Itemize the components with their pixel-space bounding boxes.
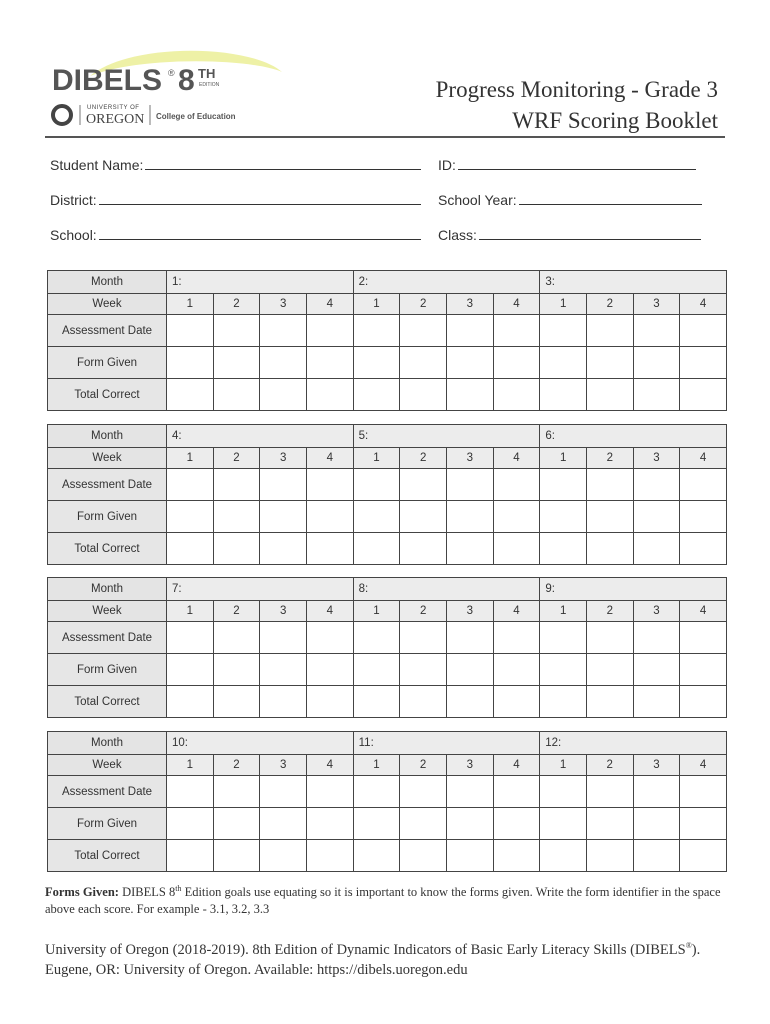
week-number: 2 — [586, 601, 633, 622]
assessment-date-label: Assessment Date — [48, 469, 167, 501]
form-given-cell[interactable] — [400, 654, 447, 686]
citation — [45, 936, 735, 980]
assessment-date-cell[interactable] — [167, 315, 214, 347]
total-correct-cell[interactable] — [260, 533, 307, 565]
id-field[interactable] — [438, 156, 696, 173]
forms-given-text-a: DIBELS 8 — [122, 885, 176, 900]
form-given-label: Form Given — [48, 654, 167, 686]
week-number: 1 — [353, 294, 400, 315]
assessment-date-cell[interactable] — [633, 776, 680, 808]
week-number: 1 — [540, 755, 587, 776]
id-label: ID: — [438, 157, 456, 173]
logo-university-of: UNIVERSITY OF — [87, 105, 140, 111]
citation-text-b: ). Eugene, OR: University of Oregon. Available: https://dibels.uoregon.edu — [45, 941, 701, 978]
total-correct-cell[interactable] — [306, 840, 353, 872]
assessment-date-cell[interactable] — [586, 776, 633, 808]
form-given-cell[interactable] — [306, 347, 353, 379]
week-label: Week — [48, 601, 167, 622]
assessment-date-cell[interactable] — [306, 776, 353, 808]
total-correct-cell[interactable] — [167, 840, 214, 872]
school-field[interactable] — [50, 226, 421, 243]
total-correct-cell[interactable] — [493, 840, 540, 872]
assessment-date-cell[interactable] — [306, 315, 353, 347]
class-label: Class: — [438, 227, 477, 243]
assessment-date-cell[interactable] — [260, 469, 307, 501]
week-number: 3 — [260, 601, 307, 622]
month-cell[interactable]: 8: — [353, 578, 540, 601]
total-correct-cell[interactable] — [306, 379, 353, 411]
assessment-date-row — [48, 315, 727, 347]
assessment-date-cell[interactable] — [540, 469, 587, 501]
assessment-date-cell[interactable] — [167, 776, 214, 808]
total-correct-cell[interactable] — [633, 379, 680, 411]
week-number: 1 — [540, 294, 587, 315]
assessment-date-cell[interactable] — [586, 315, 633, 347]
assessment-date-cell[interactable] — [446, 315, 493, 347]
week-number: 4 — [306, 755, 353, 776]
score-table-3 — [47, 577, 727, 718]
assessment-date-cell[interactable] — [353, 469, 400, 501]
form-given-cell[interactable] — [680, 654, 727, 686]
form-given-cell[interactable] — [493, 501, 540, 533]
assessment-date-cell[interactable] — [493, 469, 540, 501]
logo-edition-word: EDITION — [199, 82, 220, 88]
form-given-cell[interactable] — [446, 654, 493, 686]
total-correct-cell[interactable] — [400, 379, 447, 411]
total-correct-cell[interactable] — [400, 840, 447, 872]
assessment-date-cell[interactable] — [586, 622, 633, 654]
assessment-date-label: Assessment Date — [48, 776, 167, 808]
month-label: Month — [48, 732, 167, 755]
week-number: 3 — [633, 601, 680, 622]
week-number: 1 — [540, 601, 587, 622]
assessment-date-cell[interactable] — [493, 315, 540, 347]
week-number: 4 — [306, 601, 353, 622]
citation-reg: ® — [685, 941, 692, 950]
week-number: 4 — [306, 294, 353, 315]
assessment-date-row — [48, 469, 727, 501]
assessment-date-cell[interactable] — [260, 622, 307, 654]
student-name-label: Student Name: — [50, 157, 144, 173]
total-correct-cell[interactable] — [680, 686, 727, 718]
month-cell[interactable]: 2: — [353, 271, 540, 294]
week-number: 3 — [633, 294, 680, 315]
form-given-cell[interactable] — [213, 501, 260, 533]
month-label: Month — [48, 425, 167, 448]
assessment-date-cell[interactable] — [680, 469, 727, 501]
week-number: 2 — [213, 601, 260, 622]
school-year-label: School Year: — [438, 192, 517, 208]
form-given-cell[interactable] — [400, 808, 447, 840]
week-number: 4 — [493, 448, 540, 469]
assessment-date-cell[interactable] — [446, 622, 493, 654]
total-correct-cell[interactable] — [446, 533, 493, 565]
week-number: 3 — [633, 755, 680, 776]
week-number: 4 — [680, 448, 727, 469]
logo-edition-th: TH — [198, 66, 216, 81]
total-correct-cell[interactable] — [493, 379, 540, 411]
assessment-date-cell[interactable] — [400, 469, 447, 501]
form-given-cell[interactable] — [353, 347, 400, 379]
week-number: 2 — [400, 755, 447, 776]
assessment-date-cell[interactable] — [260, 315, 307, 347]
total-correct-cell[interactable] — [586, 533, 633, 565]
student-name-line[interactable] — [145, 156, 421, 170]
week-number: 4 — [493, 601, 540, 622]
week-number: 1 — [353, 755, 400, 776]
week-number: 2 — [213, 448, 260, 469]
week-number: 2 — [400, 294, 447, 315]
assessment-date-cell[interactable] — [213, 469, 260, 501]
week-number: 3 — [260, 294, 307, 315]
assessment-date-cell[interactable] — [353, 315, 400, 347]
week-number: 2 — [213, 755, 260, 776]
week-number: 4 — [306, 448, 353, 469]
forms-given-text-b: Edition goals use equating so it is important to know the forms given. Write the form identifier in the space above each score. For example - 3.1, 3.2, 3.3 — [45, 885, 721, 917]
form-given-label: Form Given — [48, 347, 167, 379]
week-number: 2 — [400, 448, 447, 469]
assessment-date-cell[interactable] — [306, 622, 353, 654]
assessment-date-cell[interactable] — [680, 622, 727, 654]
form-given-cell[interactable] — [633, 808, 680, 840]
form-given-cell[interactable] — [306, 501, 353, 533]
week-number: 4 — [493, 755, 540, 776]
total-correct-cell[interactable] — [540, 840, 587, 872]
assessment-date-label: Assessment Date — [48, 315, 167, 347]
form-given-cell[interactable] — [446, 347, 493, 379]
week-number: 4 — [493, 294, 540, 315]
month-cell[interactable]: 11: — [353, 732, 540, 755]
month-cell[interactable]: 9: — [540, 578, 727, 601]
assessment-date-row — [48, 776, 727, 808]
form-given-cell[interactable] — [540, 347, 587, 379]
assessment-date-cell[interactable] — [213, 622, 260, 654]
week-number: 1 — [167, 294, 214, 315]
total-correct-cell[interactable] — [167, 686, 214, 718]
logo-dibels-text: DIBELS — [52, 64, 163, 97]
total-correct-row — [48, 533, 727, 565]
form-given-cell[interactable] — [446, 501, 493, 533]
week-label: Week — [48, 755, 167, 776]
week-number: 3 — [633, 448, 680, 469]
assessment-date-cell[interactable] — [680, 776, 727, 808]
assessment-date-cell[interactable] — [680, 315, 727, 347]
total-correct-cell[interactable] — [353, 686, 400, 718]
month-cell[interactable]: 7: — [167, 578, 354, 601]
total-correct-label: Total Correct — [48, 840, 167, 872]
week-number: 1 — [540, 448, 587, 469]
form-given-cell[interactable] — [633, 501, 680, 533]
form-given-cell[interactable] — [353, 501, 400, 533]
total-correct-cell[interactable] — [213, 379, 260, 411]
month-cell[interactable]: 4: — [167, 425, 354, 448]
assessment-date-cell[interactable] — [493, 776, 540, 808]
assessment-date-cell[interactable] — [213, 315, 260, 347]
month-cell[interactable]: 10: — [167, 732, 354, 755]
week-number: 2 — [586, 294, 633, 315]
student-name-field[interactable] — [50, 156, 421, 173]
assessment-date-cell[interactable] — [260, 776, 307, 808]
form-given-cell[interactable] — [260, 654, 307, 686]
assessment-date-cell[interactable] — [167, 469, 214, 501]
forms-given-note — [45, 880, 730, 918]
week-number: 1 — [167, 601, 214, 622]
citation-text-a: University of Oregon (2018-2019). 8th Edition of Dynamic Indicators of Basic Early Literacy Skills (DIBELS — [45, 941, 686, 958]
form-given-cell[interactable] — [586, 654, 633, 686]
week-number: 3 — [446, 755, 493, 776]
total-correct-cell[interactable] — [260, 379, 307, 411]
assessment-date-cell[interactable] — [400, 776, 447, 808]
class-line[interactable] — [479, 226, 701, 240]
form-given-cell[interactable] — [540, 654, 587, 686]
week-number: 2 — [586, 755, 633, 776]
form-given-cell[interactable] — [213, 347, 260, 379]
total-correct-cell[interactable] — [213, 840, 260, 872]
form-given-row — [48, 654, 727, 686]
week-number: 4 — [680, 601, 727, 622]
logo-college: College of Education — [156, 112, 236, 121]
form-given-cell[interactable] — [167, 654, 214, 686]
score-table-4 — [47, 731, 727, 872]
total-correct-row — [48, 379, 727, 411]
assessment-date-cell[interactable] — [540, 315, 587, 347]
total-correct-cell[interactable] — [586, 686, 633, 718]
assessment-date-cell[interactable] — [633, 469, 680, 501]
id-line[interactable] — [458, 156, 696, 170]
district-label: District: — [50, 192, 97, 208]
school-year-field[interactable] — [438, 191, 702, 208]
form-given-cell[interactable] — [586, 347, 633, 379]
total-correct-row — [48, 840, 727, 872]
week-number: 1 — [167, 755, 214, 776]
total-correct-label: Total Correct — [48, 533, 167, 565]
month-label: Month — [48, 578, 167, 601]
total-correct-cell[interactable] — [493, 686, 540, 718]
total-correct-cell[interactable] — [446, 840, 493, 872]
assessment-date-label: Assessment Date — [48, 622, 167, 654]
week-number: 1 — [167, 448, 214, 469]
total-correct-cell[interactable] — [633, 533, 680, 565]
assessment-date-cell[interactable] — [353, 622, 400, 654]
week-number: 4 — [680, 755, 727, 776]
week-number: 1 — [353, 448, 400, 469]
school-year-line[interactable] — [519, 191, 702, 205]
total-correct-cell[interactable] — [493, 533, 540, 565]
form-given-cell[interactable] — [260, 808, 307, 840]
form-given-cell[interactable] — [446, 808, 493, 840]
assessment-date-cell[interactable] — [446, 776, 493, 808]
form-given-cell[interactable] — [400, 501, 447, 533]
total-correct-cell[interactable] — [167, 379, 214, 411]
school-label: School: — [50, 227, 97, 243]
booklet-title — [436, 74, 718, 136]
form-given-cell[interactable] — [213, 654, 260, 686]
district-field[interactable] — [50, 191, 421, 208]
form-given-cell[interactable] — [260, 347, 307, 379]
form-given-cell[interactable] — [680, 808, 727, 840]
assessment-date-cell[interactable] — [586, 469, 633, 501]
total-correct-cell[interactable] — [213, 533, 260, 565]
week-label: Week — [48, 448, 167, 469]
total-correct-cell[interactable] — [353, 379, 400, 411]
total-correct-cell[interactable] — [167, 533, 214, 565]
total-correct-cell[interactable] — [586, 840, 633, 872]
total-correct-cell[interactable] — [400, 533, 447, 565]
total-correct-cell[interactable] — [633, 840, 680, 872]
total-correct-cell[interactable] — [446, 686, 493, 718]
form-given-cell[interactable] — [306, 654, 353, 686]
form-given-cell[interactable] — [633, 347, 680, 379]
title-line-1: Progress Monitoring - Grade 3 — [435, 77, 718, 102]
month-cell[interactable]: 1: — [167, 271, 354, 294]
logo-oregon: OREGON — [86, 112, 145, 127]
month-cell[interactable]: 6: — [540, 425, 727, 448]
score-table-2 — [47, 424, 727, 565]
month-cell[interactable]: 5: — [353, 425, 540, 448]
week-number: 4 — [680, 294, 727, 315]
assessment-date-cell[interactable] — [446, 469, 493, 501]
form-given-cell[interactable] — [213, 808, 260, 840]
assessment-date-cell[interactable] — [540, 776, 587, 808]
form-given-cell[interactable] — [586, 808, 633, 840]
total-correct-label: Total Correct — [48, 686, 167, 718]
week-number: 3 — [260, 448, 307, 469]
total-correct-cell[interactable] — [260, 840, 307, 872]
header-divider — [45, 136, 725, 138]
total-correct-cell[interactable] — [633, 686, 680, 718]
total-correct-cell[interactable] — [446, 379, 493, 411]
total-correct-cell[interactable] — [540, 533, 587, 565]
form-given-cell[interactable] — [540, 808, 587, 840]
assessment-date-cell[interactable] — [493, 622, 540, 654]
assessment-date-cell[interactable] — [167, 622, 214, 654]
total-correct-cell[interactable] — [353, 533, 400, 565]
total-correct-label: Total Correct — [48, 379, 167, 411]
form-given-row — [48, 347, 727, 379]
form-given-cell[interactable] — [633, 654, 680, 686]
week-number: 3 — [446, 601, 493, 622]
form-given-cell[interactable] — [306, 808, 353, 840]
month-cell[interactable]: 3: — [540, 271, 727, 294]
form-given-cell[interactable] — [167, 808, 214, 840]
assessment-date-cell[interactable] — [633, 315, 680, 347]
week-label: Week — [48, 294, 167, 315]
month-cell[interactable]: 12: — [540, 732, 727, 755]
title-line-2: WRF Scoring Booklet — [512, 108, 718, 133]
form-given-cell[interactable] — [353, 808, 400, 840]
form-given-cell[interactable] — [260, 501, 307, 533]
week-number: 2 — [586, 448, 633, 469]
total-correct-cell[interactable] — [680, 379, 727, 411]
month-label: Month — [48, 271, 167, 294]
assessment-date-cell[interactable] — [400, 622, 447, 654]
logo-reg-mark: ® — [168, 68, 175, 78]
assessment-date-cell[interactable] — [306, 469, 353, 501]
score-table-1 — [47, 270, 727, 411]
total-correct-cell[interactable] — [260, 686, 307, 718]
total-correct-cell[interactable] — [400, 686, 447, 718]
form-given-label: Form Given — [48, 501, 167, 533]
oregon-o-icon — [53, 106, 71, 124]
dibels-uoregon-logo — [50, 48, 310, 130]
form-given-cell[interactable] — [680, 501, 727, 533]
week-number: 3 — [260, 755, 307, 776]
assessment-date-cell[interactable] — [540, 622, 587, 654]
total-correct-cell[interactable] — [306, 533, 353, 565]
total-correct-cell[interactable] — [213, 686, 260, 718]
week-number: 3 — [446, 448, 493, 469]
form-given-cell[interactable] — [167, 501, 214, 533]
form-given-cell[interactable] — [493, 654, 540, 686]
total-correct-row — [48, 686, 727, 718]
total-correct-cell[interactable] — [353, 840, 400, 872]
total-correct-cell[interactable] — [680, 840, 727, 872]
assessment-date-cell[interactable] — [400, 315, 447, 347]
assessment-date-row — [48, 622, 727, 654]
week-number: 3 — [446, 294, 493, 315]
school-line[interactable] — [99, 226, 421, 240]
forms-given-sup: th — [175, 884, 182, 893]
assessment-date-cell[interactable] — [353, 776, 400, 808]
total-correct-cell[interactable] — [540, 379, 587, 411]
form-given-cell[interactable] — [493, 808, 540, 840]
total-correct-cell[interactable] — [680, 533, 727, 565]
assessment-date-cell[interactable] — [633, 622, 680, 654]
assessment-date-cell[interactable] — [213, 776, 260, 808]
form-given-cell[interactable] — [680, 347, 727, 379]
total-correct-cell[interactable] — [306, 686, 353, 718]
form-given-label: Form Given — [48, 808, 167, 840]
logo-edition-number: 8 — [178, 64, 195, 97]
form-given-row — [48, 501, 727, 533]
week-number: 1 — [353, 601, 400, 622]
form-given-cell[interactable] — [586, 501, 633, 533]
form-given-cell[interactable] — [167, 347, 214, 379]
form-given-row — [48, 808, 727, 840]
total-correct-cell[interactable] — [586, 379, 633, 411]
district-line[interactable] — [99, 191, 421, 205]
form-given-cell[interactable] — [540, 501, 587, 533]
class-field[interactable] — [438, 226, 701, 243]
form-given-cell[interactable] — [493, 347, 540, 379]
week-number: 2 — [400, 601, 447, 622]
week-number: 2 — [213, 294, 260, 315]
forms-given-label: Forms Given: — [45, 885, 119, 900]
form-given-cell[interactable] — [400, 347, 447, 379]
total-correct-cell[interactable] — [540, 686, 587, 718]
form-given-cell[interactable] — [353, 654, 400, 686]
